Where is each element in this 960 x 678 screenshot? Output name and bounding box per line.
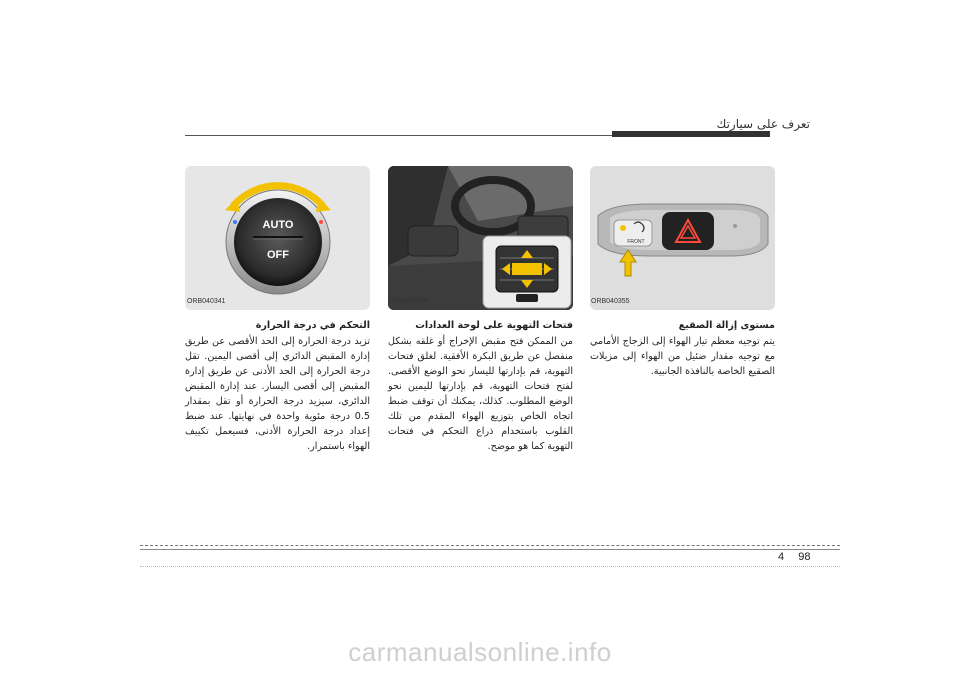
section-temperature-control bbox=[185, 318, 370, 454]
footer-rule bbox=[140, 545, 840, 546]
section-dashboard-vents bbox=[388, 318, 573, 454]
page-number-value: 98 bbox=[798, 551, 811, 563]
figure-code: ORB040341 bbox=[187, 298, 226, 305]
watermark: carmanualsonline.info bbox=[348, 637, 612, 667]
knob-auto-label: AUTO bbox=[262, 219, 294, 231]
section-heading: مستوى إزالة الصقيع bbox=[678, 320, 775, 331]
section-body: يتم توجيه معظم تيار الهواء إلى الزجاج الأمامي مع توجيه مقدار ضئيل من الهواء إلى مزيلات الصقيع الخاصة بالنافذة الجانبية. bbox=[590, 336, 775, 377]
temperature-knob-illustration bbox=[185, 166, 370, 310]
section-defrost-level bbox=[590, 318, 775, 379]
chapter-number: 4 bbox=[778, 551, 785, 563]
front-defrost-label: FRONT bbox=[627, 239, 645, 245]
header-rule-accent bbox=[612, 131, 770, 137]
header-title: تعرف على سيارتك bbox=[716, 117, 810, 131]
section-heading: التحكم في درجة الحرارة bbox=[255, 320, 370, 331]
section-body: تزيد درجة الحرارة إلى الحد الأقصى عن طريق إدارة المقبض الدائري إلى أقصى اليمين. تقل درجة الحرارة إلى الحد الأدنى عن طريق إدارة المقبض إلى أقصى اليسار. عند إدارة المقبض الدائري، سيزيد درجة الحرارة أو تقل بمقدار 0.5 درجة مئوية واحدة في نهايتها. عند ضبط إعداد درجة الحرارة الأدنى، فسيعمل تكييف الهواء باستمرار. bbox=[185, 336, 370, 452]
figure-code: ORB040068 bbox=[389, 298, 428, 305]
page-number bbox=[778, 551, 811, 563]
footer-rule-solid bbox=[140, 549, 840, 550]
dashboard-vents-illustration bbox=[388, 166, 573, 310]
figure-temperature-knob bbox=[185, 166, 370, 310]
knob-off-label: OFF bbox=[267, 249, 289, 261]
defrost-panel-illustration bbox=[590, 166, 775, 310]
section-body: من الممكن فتح مقبض الإخراج أو غلقه بشكل منفصل عن طريق البكرة الأفقية. لغلق فتحات التهوية، قم بإدارتها لليسار نحو الوضع الأقصى. لفتح فتحات التهوية، قم بإدارتها لليمين نحو الوضع المطلوب. كذلك، يمكنك أن توقف ضبط اتجاه الخاص بتوزيع الهواء المقدم من تلك القلوب باستخدام ذراع التحكم في فتحات التهوية كما هو موضح. bbox=[388, 336, 573, 452]
figure-dashboard-vents bbox=[388, 166, 573, 310]
figure-defrost-panel bbox=[590, 166, 775, 310]
section-heading: فتحات التهوية على لوحة العدادات bbox=[415, 320, 573, 331]
footer-dotted-line bbox=[140, 566, 840, 567]
figure-code: ORB040355 bbox=[591, 298, 630, 305]
